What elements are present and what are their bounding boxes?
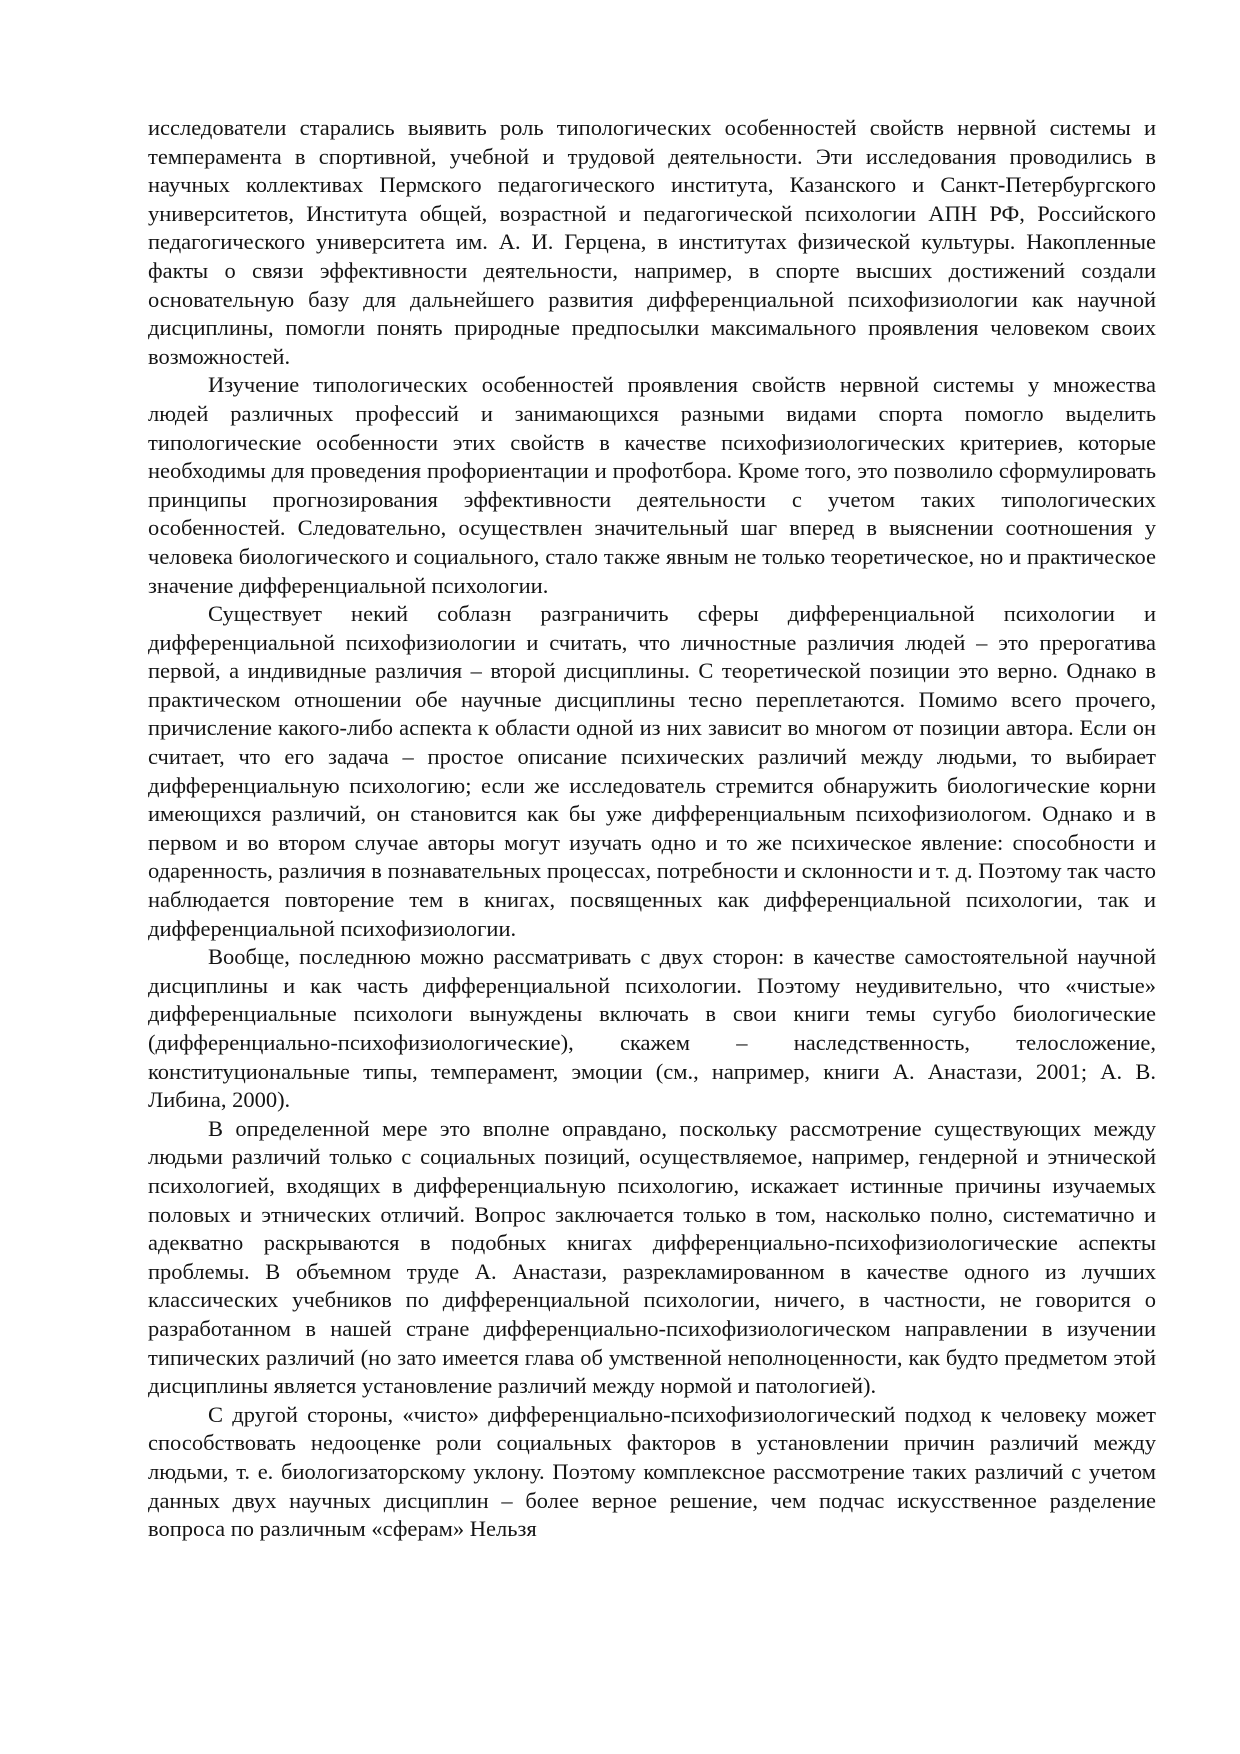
document-page bbox=[148, 114, 1156, 1544]
paragraph-5: В определенной мере это вполне оправдано, поскольку рассмотрение существующих между людьми различий только с социальных позиций, осуществляемое, например, гендерной и этнической психологией, входящих в дифференциальную психологию, искажает истинные причины изучаемых половых и этнических отличий. Вопрос заключается только в том, насколько полно, систематично и адекватно раскрываются в подобных книгах дифференциально-психофизиологические аспекты проблемы. В объемном труде А. Анастази, разрекламированном в качестве одного из лучших классических учебников по дифференциальной психологии, ничего, в частности, не говорится о разработанном в нашей стране дифференциально-психофизиологическом направлении в изучении типических различий (но зато имеется глава об умственной неполноценности, как будто предметом этой дисциплины является установление различий между нормой и патологией). bbox=[148, 1115, 1156, 1399]
paragraph-3: Существует некий соблазн разграничить сферы дифференциальной психологии и дифференциальной психофизиологии и считать, что личностные различия людей – это прерогатива первой, а индивидные различия – второй дисциплины. С теоретической позиции это верно. Однако в практическом отношении обе научные дисциплины тесно переплетаются. Помимо всего прочего, причисление какого-либо аспекта к области одной из них зависит во многом от позиции автора. Если он считает, что его задача – простое описание психических различий между людьми, то выбирает дифференциальную психологию; если же исследователь стремится обнаружить биологические корни имеющихся различий, он становится как бы уже дифференциальным психофизиологом. Однако и в первом и во втором случае авторы могут изучать одно и то же психическое явление: способности и одаренность, различия в познавательных процессах, потребности и склонности и т. д. Поэтому так часто наблюдается повторение тем в книгах, посвященных как дифференциальной психологии, так и дифференциальной психофизиологии. bbox=[148, 601, 1156, 941]
paragraph-2: Изучение типологических особенностей проявления свойств нервной системы у множества людей различных профессий и занимающихся разными видами спорта помогло выделить типологические особенности этих свойств в качестве психофизиологических критериев, которые необходимы для проведения профориентации и профотбора. Кроме того, это позволило сформулировать принципы прогнозирования эффективности деятельности с учетом таких типологических особенностей. Следовательно, осуществлен значительный шаг вперед в выяснении соотношения у человека биологического и социального, стало также явным не только теоретическое, но и практическое значение дифференциальной психологии. bbox=[148, 372, 1156, 598]
paragraph-4: Вообще, последнюю можно рассматривать с двух сторон: в качестве самостоятельной научной дисциплины и как часть дифференциальной психологии. Поэтому неудивительно, что «чистые» дифференциальные психологи вынуждены включать в свои книги темы сугубо биологические (дифференциально-психофизиологические), скажем – наследственность, телосложение, конституциональные типы, темперамент, эмоции (см., например, книги А. Анастази, 2001; А. В. Либина, 2000). bbox=[148, 944, 1156, 1113]
paragraph-6: С другой стороны, «чисто» дифференциально-психофизиологический подход к человеку может способствовать недооценке роли социальных факторов в установлении причин различий между людьми, т. е. биологизаторскому уклону. Поэтому комплексное рассмотрение таких различий с учетом данных двух научных дисциплин – более верное решение, чем подчас искусственное разделение вопроса по различным «сферам» Нельзя bbox=[148, 1401, 1156, 1542]
paragraph-1: исследователи старались выявить роль типологических особенностей свойств нервной системы и темперамента в спортивной, учебной и трудовой деятельности. Эти исследования проводились в научных коллективах Пермского педагогического института, Казанского и Санкт-Петербургского университетов, Института общей, возрастной и педагогической психологии АПН РФ, Российского педагогического университета им. А. И. Герцена, в институтах физической культуры. Накопленные факты о связи эффективности деятельности, например, в спорте высших достижений создали основательную базу для дальнейшего развития дифференциальной психофизиологии как научной дисциплины, помогли понять природные предпосылки максимального проявления человеком своих возможностей. bbox=[148, 115, 1156, 369]
